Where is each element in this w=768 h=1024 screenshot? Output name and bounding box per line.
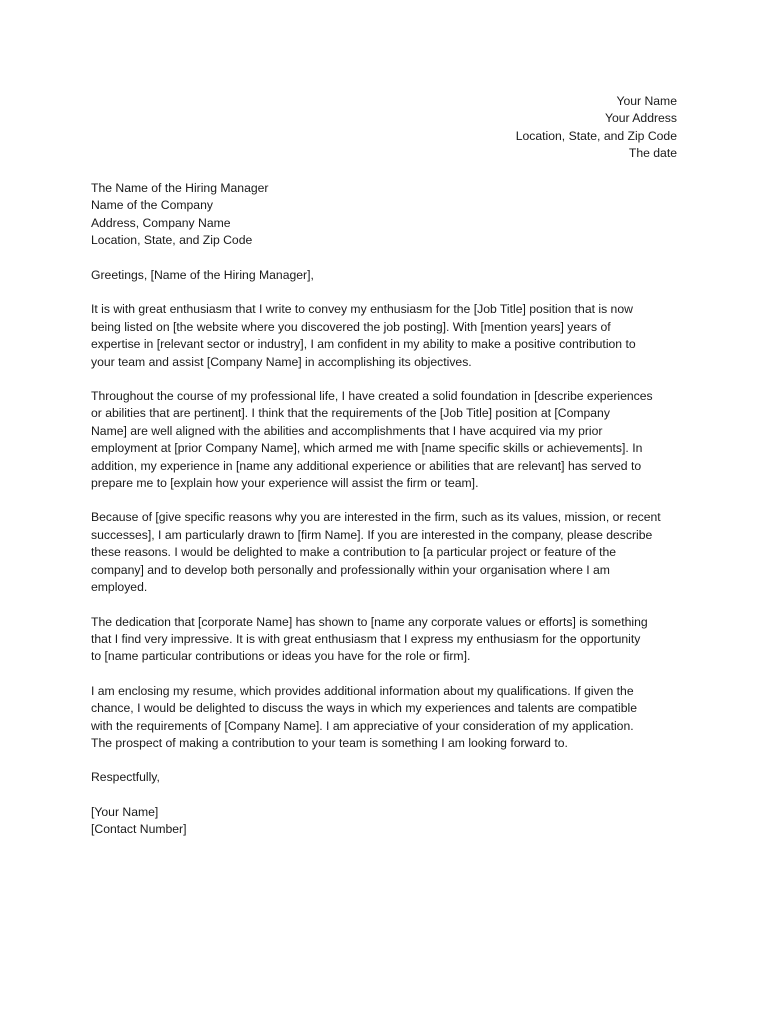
paragraph-line: chance, I would be delighted to discuss the ways in which my experiences and talents are compatible	[91, 701, 638, 716]
paragraph-line: your team and assist [Company Name] in accomplishing its objectives.	[91, 354, 472, 369]
paragraph-line: with the requirements of [Company Name]. I am appreciative of your consideration of my application.	[91, 718, 634, 733]
paragraph-line: I am enclosing my resume, which provides additional information about my qualifications. If given the	[91, 683, 634, 698]
closing	[91, 769, 689, 786]
greeting-line: Greetings, [Name of the Hiring Manager],	[91, 268, 314, 282]
body-paragraph-4	[91, 614, 689, 666]
paragraph-line: to [name particular contributions or ideas you have for the role or firm].	[91, 649, 471, 664]
recipient-location: Location, State, and Zip Code	[91, 233, 253, 248]
paragraph-line: that I find very impressive. It is with great enthusiasm that I express my enthusiasm for the opportunity	[91, 631, 641, 646]
signature-block	[91, 804, 689, 839]
paragraph-line: It is with great enthusiasm that I write to convey my enthusiasm for the [Job Title] position that is now	[91, 302, 633, 317]
paragraph-line: expertise in [relevant sector or industry], I am confident in my ability to make a positive contribution to	[91, 337, 636, 352]
paragraph-line: The prospect of making a contribution to your team is something I am looking forward to.	[91, 735, 568, 750]
paragraph-line: The dedication that [corporate Name] has shown to [name any corporate values or efforts] is something	[91, 614, 648, 629]
greeting	[91, 267, 689, 284]
letter-content	[91, 267, 689, 839]
paragraph-line: Throughout the course of my professional life, I have created a solid foundation in [describe experiences	[91, 389, 653, 404]
letter-date: The date	[628, 146, 677, 161]
paragraph-line: these reasons. I would be delighted to make a contribution to [a particular project or feature of the	[91, 545, 617, 560]
paragraph-line: successes], I am particularly drawn to [firm Name]. If you are interested in the company, please describe	[91, 527, 653, 542]
recipient-name: The Name of the Hiring Manager	[91, 181, 269, 195]
sender-address: Your Address	[604, 111, 677, 126]
paragraph-line: Name] are well aligned with the abilities and accomplishments that I have acquired via my prior	[91, 423, 603, 438]
paragraph-line: or abilities that are pertinent]. I think that the requirements of the [Job Title] position at [Company	[91, 406, 610, 421]
paragraph-line: employed.	[91, 580, 148, 595]
paragraph-line: Because of [give specific reasons why you are interested in the firm, such as its values, mission, or recent	[91, 510, 661, 525]
paragraph-line: company] and to develop both personally and professionally within your organisation where I am	[91, 562, 610, 577]
paragraph-line: addition, my experience in [name any additional experience or abilities that are relevant] has served to	[91, 458, 642, 473]
paragraph-line: being listed on [the website where you discovered the job posting]. With [mention years] years of	[91, 319, 611, 334]
sender-block	[516, 93, 677, 163]
sender-location: Location, State, and Zip Code	[515, 128, 677, 143]
paragraph-line: employment at [prior Company Name], which armed me with [name specific skills or achievements]. In	[91, 441, 643, 456]
closing-line: Respectfully,	[91, 770, 160, 785]
paragraph-line: prepare me to [explain how your experience will assist the firm or team].	[91, 476, 479, 491]
signature-contact: [Contact Number]	[91, 822, 187, 837]
sender-name: Your Name	[616, 94, 677, 108]
body-paragraph-3	[91, 509, 689, 596]
body-paragraph-5	[91, 683, 689, 753]
recipient-block	[91, 180, 268, 250]
body-paragraph-1	[91, 301, 689, 371]
recipient-address: Address, Company Name	[91, 215, 231, 230]
body-paragraph-2	[91, 388, 689, 492]
recipient-company: Name of the Company	[91, 198, 213, 213]
signature-name: [Your Name]	[91, 804, 159, 819]
